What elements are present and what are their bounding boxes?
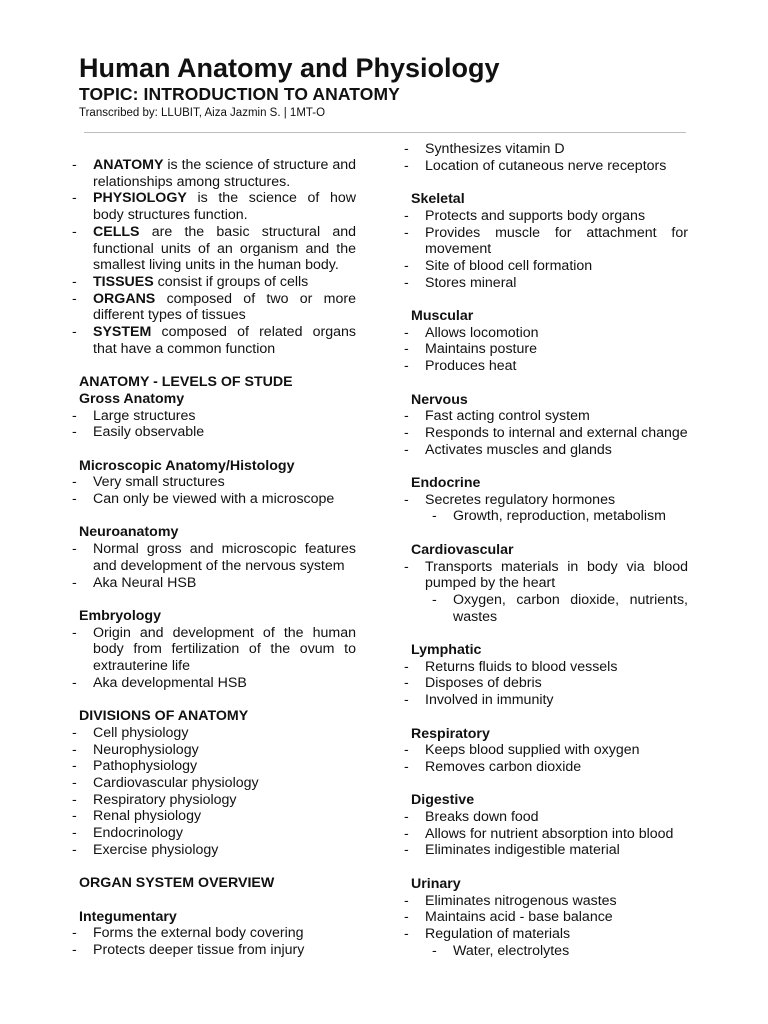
transcriber-line: Transcribed by: LLUBIT, Aiza Jazmin S. | 1MT-O bbox=[79, 107, 326, 119]
document-header bbox=[79, 52, 500, 120]
definitions-list bbox=[72, 157, 356, 357]
list-item: - Normal gross and microscopic features and development of the nervous system bbox=[72, 541, 356, 574]
gross-anatomy-title: Gross Anatomy bbox=[79, 390, 185, 407]
list-item: - Forms the external body covering bbox=[72, 925, 356, 942]
urinary-title: Urinary bbox=[411, 875, 461, 892]
definition-text: is the science of how body structures function. bbox=[93, 190, 356, 224]
spacer bbox=[72, 892, 356, 909]
digestive-title: Digestive bbox=[411, 792, 475, 809]
list-item: - Aka developmental HSB bbox=[72, 675, 356, 692]
definition-text: composed of two or more different types of tissues bbox=[93, 290, 356, 324]
lymphatic-title: Lymphatic bbox=[411, 642, 482, 658]
spacer bbox=[404, 859, 688, 876]
cardiovascular-title: Cardiovascular bbox=[411, 541, 514, 558]
list-item: - Cardiovascular physiology bbox=[72, 775, 356, 792]
list-item bbox=[72, 224, 356, 274]
integumentary-list bbox=[72, 925, 356, 958]
sub-list-item: - Growth, reproduction, metabolism bbox=[404, 508, 688, 525]
list-item: - Neurophysiology bbox=[72, 742, 356, 759]
term: ANATOMY bbox=[93, 157, 164, 173]
list-item: - Regulation of materials bbox=[404, 926, 688, 943]
term: SYSTEM bbox=[93, 324, 152, 341]
spacer bbox=[72, 441, 356, 458]
embryology-list bbox=[72, 625, 356, 692]
list-item: - Can only be viewed with a microscope bbox=[72, 491, 356, 508]
spacer bbox=[72, 357, 356, 374]
document-title: Human Anatomy and Physiology bbox=[79, 53, 500, 83]
list-item: - Renal physiology bbox=[72, 808, 356, 825]
list-item: - Allows locomotion bbox=[404, 325, 688, 342]
urinary-list bbox=[404, 893, 688, 960]
spacer bbox=[404, 625, 688, 642]
topic-heading: TOPIC: INTRODUCTION TO ANATOMY bbox=[79, 84, 400, 104]
divisions-list bbox=[72, 725, 356, 859]
muscular-title: Muscular bbox=[411, 308, 474, 324]
neuroanatomy-list bbox=[72, 541, 356, 591]
list-item: - Eliminates indigestible material bbox=[404, 842, 688, 859]
spacer bbox=[404, 174, 688, 191]
list-item: - Involved in immunity bbox=[404, 692, 688, 709]
list-item: - Cell physiology bbox=[72, 725, 356, 742]
definition-text: consist if groups of cells bbox=[153, 273, 309, 290]
list-item: - Disposes of debris bbox=[404, 675, 688, 692]
list-item: - Responds to internal and external change bbox=[404, 425, 688, 442]
integumentary-title: Integumentary bbox=[79, 908, 177, 925]
term: PHYSIOLOGY bbox=[93, 190, 187, 207]
skeletal-title: Skeletal bbox=[411, 191, 465, 208]
list-item: - Site of blood cell formation bbox=[404, 258, 688, 275]
list-item bbox=[72, 324, 356, 357]
organ-overview-heading: ORGAN SYSTEM OVERVIEW bbox=[79, 875, 275, 892]
digestive-list bbox=[404, 809, 688, 859]
definition-text: composed of related organs that have a common function bbox=[93, 324, 356, 357]
sub-list-item: - Oxygen, carbon dioxide, nutrients, wastes bbox=[404, 592, 688, 625]
list-item bbox=[72, 157, 356, 190]
spacer bbox=[72, 591, 356, 608]
levels-heading: ANATOMY - LEVELS OF STUDE bbox=[79, 374, 293, 391]
list-item: - Maintains posture bbox=[404, 341, 688, 358]
list-item: - Very small structures bbox=[72, 474, 356, 491]
list-item: - Exercise physiology bbox=[72, 842, 356, 859]
respiratory-title: Respiratory bbox=[411, 725, 490, 742]
left-column bbox=[72, 157, 356, 959]
spacer bbox=[404, 458, 688, 475]
spacer bbox=[72, 858, 356, 875]
definition-text: is the science of structure and relationships among structures. bbox=[93, 157, 356, 190]
list-item: - Aka Neural HSB bbox=[72, 575, 356, 592]
gross-anatomy-list bbox=[72, 408, 356, 441]
list-item: - Endocrinology bbox=[72, 825, 356, 842]
list-item bbox=[72, 190, 356, 223]
list-item: - Protects deeper tissue from injury bbox=[72, 942, 356, 959]
list-item: - Allows for nutrient absorption into blood bbox=[404, 826, 688, 843]
embryology-title: Embryology bbox=[79, 607, 161, 624]
definition-text: are the basic structural and functional units of an organism and the smallest living units in the human body. bbox=[93, 223, 356, 274]
cardiovascular-list bbox=[404, 559, 688, 626]
sub-list-item: - Water, electrolytes bbox=[404, 943, 688, 960]
term: TISSUES bbox=[93, 273, 154, 290]
spacer bbox=[404, 375, 688, 392]
spacer bbox=[72, 691, 356, 708]
nervous-list bbox=[404, 408, 688, 458]
divisions-heading: DIVISIONS OF ANATOMY bbox=[79, 708, 249, 725]
list-item: - Transports materials in body via blood pumped by the heart bbox=[404, 559, 688, 592]
microscopic-anatomy-title: Microscopic Anatomy/Histology bbox=[79, 457, 295, 474]
skeletal-list bbox=[404, 208, 688, 292]
right-column bbox=[404, 141, 688, 959]
endocrine-list bbox=[404, 492, 688, 525]
list-item: - Stores mineral bbox=[404, 275, 688, 292]
list-item: - Produces heat bbox=[404, 358, 688, 375]
muscular-list bbox=[404, 325, 688, 375]
list-item: - Returns fluids to blood vessels bbox=[404, 659, 688, 676]
list-item: - Breaks down food bbox=[404, 809, 688, 826]
list-item: - Provides muscle for attachment for movement bbox=[404, 225, 688, 258]
spacer bbox=[72, 508, 356, 525]
list-item: - Fast acting control system bbox=[404, 408, 688, 425]
lymphatic-list bbox=[404, 659, 688, 709]
neuroanatomy-title: Neuroanatomy bbox=[79, 524, 179, 541]
list-item: - Pathophysiology bbox=[72, 758, 356, 775]
list-item: - Removes carbon dioxide bbox=[404, 759, 688, 776]
list-item bbox=[72, 274, 356, 291]
list-item bbox=[72, 291, 356, 324]
spacer bbox=[404, 291, 688, 308]
respiratory-list bbox=[404, 742, 688, 775]
spacer bbox=[404, 776, 688, 793]
list-item: - Easily observable bbox=[72, 424, 356, 441]
list-item: - Respiratory physiology bbox=[72, 792, 356, 809]
list-item: - Keeps blood supplied with oxygen bbox=[404, 742, 688, 759]
spacer bbox=[404, 525, 688, 542]
endocrine-title: Endocrine bbox=[411, 475, 481, 491]
list-item: - Origin and development of the human body from fertilization of the ovum to extrauterine life bbox=[72, 625, 356, 675]
list-item: - Location of cutaneous nerve receptors bbox=[404, 158, 688, 175]
list-item: - Activates muscles and glands bbox=[404, 442, 688, 459]
list-item: - Maintains acid - base balance bbox=[404, 909, 688, 926]
integumentary-list-continued bbox=[404, 141, 688, 174]
microscopic-anatomy-list bbox=[72, 474, 356, 507]
header-divider bbox=[84, 132, 686, 133]
spacer bbox=[404, 709, 688, 726]
term: ORGANS bbox=[93, 290, 156, 307]
term: CELLS bbox=[93, 223, 140, 240]
nervous-title: Nervous bbox=[411, 391, 468, 408]
list-item: - Eliminates nitrogenous wastes bbox=[404, 893, 688, 910]
list-item: - Synthesizes vitamin D bbox=[404, 141, 688, 158]
list-item: - Large structures bbox=[72, 408, 356, 425]
list-item: - Protects and supports body organs bbox=[404, 208, 688, 225]
list-item: - Secretes regulatory hormones bbox=[404, 492, 688, 509]
